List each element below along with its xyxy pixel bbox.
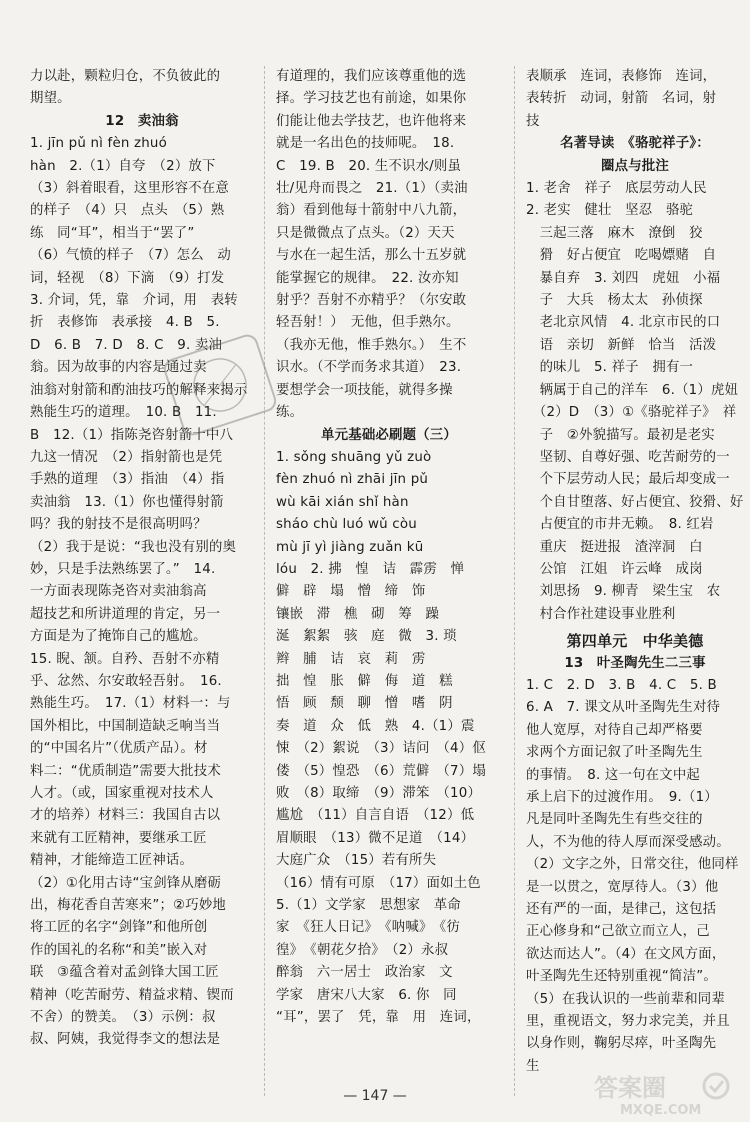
answer-line: （2）文字之外，日常交往，他同样 — [526, 857, 739, 873]
answer-line: 油翁对射箭和酌油技巧的解释来揭示 — [30, 382, 248, 398]
answer-line: （6）气愤的样子 （7）怎么 动 — [30, 248, 232, 264]
answer-line: 将工匠的名字“剑锋”和他所创 — [30, 920, 208, 936]
answer-line: 人才。（或，国家重视对技术人 — [30, 786, 214, 801]
answer-line: mù jī yì jiàng zuǎn kū — [276, 539, 424, 555]
answer-line: 醉翁 六一居士 政治家 文 — [276, 965, 453, 981]
answer-line: D 6. B 7. D 8. C 9. 卖油 — [30, 337, 223, 353]
answer-line: 以身作则，鞠躬尽瘁，叶圣陶先 — [526, 1036, 717, 1052]
answer-line: 拙 惶 胀 僻 侮 道 糕 — [276, 673, 453, 689]
section-heading: 13 叶圣陶先生二三事 — [564, 655, 706, 671]
answer-line: 刘思扬 9. 柳青 梁生宝 农 — [526, 584, 721, 600]
answer-line: lóu 2. 拂 惶 诘 霹雳 惮 — [276, 561, 465, 577]
section-heading: 12 卖油翁 — [105, 113, 179, 129]
answer-line: 里，重视语文，努力求完美，并且 — [526, 1014, 730, 1030]
answer-line: 重庆 挺进报 渣滓洞 白 — [526, 539, 703, 555]
answer-line: 求两个方面记叙了叶圣陶先生 — [526, 745, 703, 761]
answer-line: （2）我于是说：“我也没有别的奥 — [30, 539, 237, 555]
answer-line: 1. C 2. D 3. B 4. C 5. B — [526, 677, 717, 693]
answer-line: hàn 2.（1）自夸 （2）放下 — [30, 158, 216, 174]
answer-line: 九这一情况 （2）指射箭也是凭 — [30, 449, 223, 465]
answer-line: C 19. B 20. 生不识水/则虽 — [276, 158, 462, 174]
column-divider — [514, 66, 515, 1096]
answer-line: 超技艺和所讲道理的肯定，另一 — [30, 606, 221, 622]
answer-line: “耳”，罢了 凭，靠 用 连词， — [276, 1010, 481, 1026]
answer-line: 辆属于自己的洋车 6.（1）虎妞 — [526, 382, 739, 398]
answer-line: （3）斜着眼看，这里形容不在意 — [30, 181, 229, 197]
answer-line: 公馆 江姐 许云峰 成岗 — [526, 561, 703, 577]
answer-line: 猾 好占便宜 吃喝嫖赌 自 — [526, 248, 717, 264]
answer-line: 子 大兵 杨太太 孙侦探 — [526, 293, 703, 309]
answer-line: 翁。因为故事的内容是通过卖 — [30, 360, 207, 376]
answer-line: 语 亲切 新鲜 恰当 活泼 — [526, 337, 717, 353]
answer-line: 作的国礼的名称“和美”嵌入对 — [30, 942, 208, 958]
answer-line: 方面是为了掩饰自己的尴尬。 — [30, 629, 207, 645]
answer-line: 个下层劳动人民；最后却变成一 — [526, 472, 730, 488]
answer-line: 表转折 动词，射箭 名词，射 — [526, 91, 717, 107]
answer-line: 1. 老舍 祥子 底层劳动人民 — [526, 181, 707, 197]
answer-line: 的“中国名片”（优质产品）。材 — [30, 741, 208, 757]
answer-line: 不舍）的赞美。 （3）示例：叔 — [30, 1010, 216, 1026]
answer-line: 们能让他去学技艺，也许他将来 — [276, 113, 467, 129]
answer-line: 练 同“耳”，相当于“罢了” — [30, 225, 195, 241]
answer-line: 2. 老实 健壮 坚忍 骆驼 — [526, 203, 694, 219]
answer-line: 能掌握它的规律。 22. 汝亦知 — [276, 270, 459, 286]
svg-text:MXQE.COM: MXQE.COM — [620, 1103, 702, 1118]
section-heading: 圈点与批注 — [601, 158, 669, 174]
answer-line: 的事情。 8. 这一句在文中起 — [526, 767, 701, 783]
answer-column-left — [30, 66, 254, 1052]
answer-line: （2）D （3）①《骆驼祥子》 祥 — [526, 405, 737, 421]
answer-line: 的味儿 5. 祥子 拥有一 — [526, 360, 694, 376]
answer-line: 手熟的道理 （3）指油 （4）指 — [30, 472, 225, 488]
answer-line: 是一以贯之，宽厚待人。（3）他 — [526, 879, 719, 895]
svg-text:答案圈: 答案圈 — [594, 1074, 666, 1102]
answer-line: 僻 辟 塌 憎 缔 饰 — [276, 584, 426, 600]
column-divider — [264, 66, 265, 1096]
answer-line: 力以赴，颗粒归仓，不负彼此的 — [30, 69, 221, 84]
answer-line: 尴尬 （11）自言自语 （12）低 — [276, 808, 475, 824]
answer-column-right — [526, 66, 744, 1078]
answer-column-middle — [276, 66, 502, 1029]
answer-line: 射乎？吾射不亦精乎？（尔安敢 — [276, 293, 467, 309]
answer-line: 村合作社建设事业胜利 — [526, 606, 676, 622]
answer-line: 壮/见舟而畏之 21.（1）（卖油 — [276, 181, 468, 197]
answer-line: 1. sǒng shuāng yǔ zuò — [276, 449, 432, 465]
answer-line: 镶嵌 滞 樵 砌 筹 躁 — [276, 606, 440, 622]
answer-line: 悚 （2）絮说 （3）诘问 （4）伛 — [276, 741, 486, 757]
answer-line: 败 （8）取缔 （9）滞笨 （10） — [276, 786, 482, 801]
answer-line: （2）①化用古诗“宝剑锋从磨砺 — [30, 875, 222, 891]
answer-line: sháo chù luó wǔ còu — [276, 517, 417, 533]
answer-line: 子 ②外貌描写。最初是老实 — [526, 427, 715, 443]
answer-line: 徨》 《朝花夕拾》 （2）永叔 — [276, 942, 449, 958]
page-number: — 147 — — [343, 1088, 407, 1104]
answer-line: 练。 — [276, 405, 304, 421]
answer-line: 轻吾射！） 无他，但手熟尔。 — [276, 315, 460, 331]
answer-line: 料二：“优质制造”需要大批技术 — [30, 763, 221, 779]
section-heading: 名著导读 《骆驼祥子》： — [560, 136, 710, 152]
answer-line: 择。学习技艺也有前途，如果你 — [276, 91, 467, 107]
answer-line: 三起三落 麻木 潦倒 狡 — [526, 225, 703, 241]
answer-line: 就是一名出色的技师呢。 18. — [276, 136, 455, 152]
answer-line: 奏 道 众 低 熟 4.（1）震 — [276, 718, 475, 734]
answer-line: 眉顺眼 （13）微不足道 （14） — [276, 830, 475, 846]
answer-line: 乎、忿然、尔安敢轻吾射。 16. — [30, 673, 222, 689]
answer-line: 翁）看到他每十箭射中八九箭， — [276, 203, 467, 219]
answer-line: 才的培养）材料三：我国自古以 — [30, 808, 221, 824]
answer-line: 涎 絮絮 骇 庭 微 3. 琐 — [276, 629, 457, 645]
answer-line: B 12.（1）指陈尧咨射箭十中八 — [30, 427, 234, 443]
answer-line: wù kāi xián shǐ hàn — [276, 494, 409, 510]
answer-line: 叔、阿姨，我觉得李文的想法是 — [30, 1032, 221, 1048]
answer-line: 叶圣陶先生还特别重视“简洁”。 — [526, 969, 717, 985]
answer-line: 来就有工匠精神，要继承工匠 — [30, 830, 207, 846]
unit-heading: 第四单元 中华美德 — [566, 632, 704, 651]
answer-line: 吗？我的射技不是很高明吗？ — [30, 517, 207, 533]
answer-line: （我亦无他，惟手熟尔。） 生不 — [276, 337, 467, 353]
answer-line: 暴自弃 3. 刘四 虎妞 小福 — [526, 270, 721, 286]
answer-line: 一方面表现陈尧咨对卖油翁高 — [30, 584, 207, 600]
answer-line: 联 ③蕴含着对孟剑锋大国工匠 — [30, 965, 219, 981]
answer-line: 承上启下的过渡作用。 9.（1） — [526, 790, 718, 805]
section-heading: 单元基础必刷题（三） — [321, 427, 457, 443]
answer-line: 悟 顾 颓 聊 憎 嗜 阴 — [276, 696, 453, 712]
answer-line: 表顺承 连词，表修饰 连词， — [526, 69, 717, 84]
answer-line: 技 — [526, 113, 540, 129]
answer-line: （16）情有可原 （17）面如土色 — [276, 875, 481, 891]
answer-line: （5）在我认识的一些前辈和同辈 — [526, 991, 725, 1007]
answer-line: 个自甘堕落、好占便宜、狡猾、好 — [526, 494, 744, 510]
answer-line: 5.（1）文学家 思想家 革命 — [276, 898, 461, 914]
answer-line: 词，轻视 （8）下滴 （9）打发 — [30, 270, 225, 286]
answer-line: 期望。 — [30, 91, 71, 107]
answer-line: 熟能生巧的道理。 10. B 11. — [30, 405, 217, 421]
answer-line: 精神（吃苦耐劳、精益求精、锲而 — [30, 987, 234, 1003]
answer-line: 占便宜的市井无赖。 8. 红岩 — [526, 517, 714, 533]
answer-line: 出，梅花香自苦寒来”；②巧妙地 — [30, 898, 227, 914]
answer-line: 精神，才能缔造工匠神话。 — [30, 853, 194, 869]
answer-line: 卖油翁 13.（1）你也懂得射箭 — [30, 494, 224, 510]
answer-line: 生 — [526, 1058, 540, 1074]
answer-line: 3. 介词，凭，靠 介词，用 表转 — [30, 293, 238, 309]
answer-line: 折 表修饰 表承接 4. B 5. — [30, 315, 220, 331]
answer-line: 还有严的一面，是律己，这包括 — [526, 902, 717, 918]
answer-line: 欲达而达人”。（4）在文风方面， — [526, 946, 726, 962]
answer-line: 熟能生巧。 17.（1）材料一：与 — [30, 696, 231, 712]
answer-line: 老北京风情 4. 北京市民的口 — [526, 315, 721, 331]
answer-line: 偻 （5）惶恐 （6）荒僻 （7）塌 — [276, 763, 486, 779]
answer-line: 识水。（不学而务求其道） 23. — [276, 360, 462, 376]
answer-line: 1. jīn pǔ nì fèn zhuó — [30, 136, 168, 152]
answer-line: 人，不为他的待人厚而深受感动。 — [526, 834, 730, 850]
answer-line: 只是微微点了点头。（2）天天 — [276, 225, 455, 241]
answer-line: 家 《狂人日记》 《呐喊》 《彷 — [276, 920, 460, 936]
answer-line: 的样子 （4）只 点头 （5）熟 — [30, 203, 225, 219]
answer-line: 妙，只是手法熟练罢了。” 14. — [30, 561, 216, 577]
answer-line: 与水在一起生活，那么十五岁就 — [276, 248, 467, 264]
answer-line: fèn zhuó nì zhāi jīn pǔ — [276, 472, 429, 488]
answer-line: 要想学会一项技能，就得多操 — [276, 382, 453, 398]
answer-line: 辫 脯 诘 哀 莉 雳 — [276, 651, 426, 667]
answer-line: 正心修身和“己欲立而立人，己 — [526, 924, 710, 940]
answer-line: 有道理的，我们应该尊重他的选 — [276, 69, 467, 84]
answer-line: 学家 唐宋八大家 6. 你 同 — [276, 987, 457, 1003]
answer-line: 大庭广众 （15）若有所失 — [276, 853, 437, 869]
answer-line: 国外相比，中国制造缺乏响当当 — [30, 718, 221, 734]
answer-line: 6. A 7. 课文从叶圣陶先生对待 — [526, 700, 721, 716]
answer-line: 他人宽厚，对待自己却严格要 — [526, 722, 703, 738]
answer-line: 坚韧、自尊好强、吃苦耐劳的一 — [526, 449, 730, 465]
answer-line: 凡是同叶圣陶先生有些交往的 — [526, 812, 703, 828]
answer-line: 15. 睨、颔。自矜、吾射不亦精 — [30, 651, 220, 667]
